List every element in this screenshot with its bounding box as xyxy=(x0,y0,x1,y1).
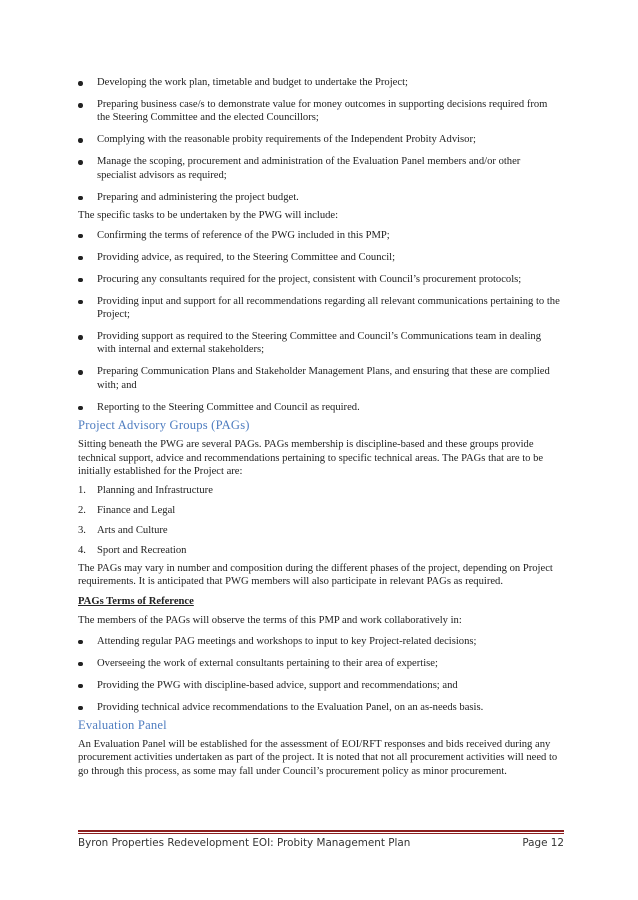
footer-divider-thin xyxy=(78,833,564,834)
bullet-icon xyxy=(78,684,83,689)
evaluation-panel-paragraph: An Evaluation Panel will be established for the assessment of EOI/RFT responses and bids received during any procurement activities undertaken as part of the project. It is noted that not all procurement activities will need to go through this process, as some may fall under Council’s procurement policy as minor procurement. xyxy=(78,738,558,777)
list-item: Reporting to the Steering Committee and Council as required. xyxy=(78,401,560,414)
footer-document-title: Byron Properties Redevelopment EOI: Probity Management Plan xyxy=(78,837,411,849)
list-item: Providing technical advice recommendations to the Evaluation Panel, on an as-needs basis. xyxy=(78,701,560,714)
list-item: Developing the work plan, timetable and budget to undertake the Project; xyxy=(78,76,560,89)
list-item: Manage the scoping, procurement and administration of the Evaluation Panel members and/or other specialist advisors as required; xyxy=(78,155,560,182)
section-heading-pags: Project Advisory Groups (PAGs) xyxy=(78,418,250,433)
bullet-icon xyxy=(78,81,83,86)
bullet-icon xyxy=(78,335,83,340)
list-item: Providing input and support for all recommendations regarding all relevant communications pertaining to the Project; xyxy=(78,295,560,322)
bullet-icon xyxy=(78,406,83,411)
document-body xyxy=(78,76,560,784)
footer-page-number: Page 12 xyxy=(522,837,564,849)
bullet-icon xyxy=(78,662,83,667)
list-item: Complying with the reasonable probity requirements of the Independent Probity Advisor; xyxy=(78,133,560,146)
list-item: 3. Arts and Culture xyxy=(78,525,168,537)
list-item: Preparing Communication Plans and Stakeholder Management Plans, and ensuring that these are complied with; and xyxy=(78,365,560,392)
bullet-icon xyxy=(78,706,83,711)
pags-vary-paragraph: The PAGs may vary in number and composition during the different phases of the project, depending on Project requirements. It is anticipated that PWG members will also participate in relevant PAGs as required. xyxy=(78,562,553,588)
bullet-icon xyxy=(78,138,83,143)
bullet-icon xyxy=(78,196,83,201)
footer-divider xyxy=(78,830,564,832)
bullet-list-pwg-roles xyxy=(78,76,560,204)
section-heading-evaluation-panel: Evaluation Panel xyxy=(78,717,167,732)
bullet-icon xyxy=(78,160,83,165)
list-item: 4. Sport and Recreation xyxy=(78,545,187,557)
list-item: Preparing and administering the project budget. xyxy=(78,191,560,204)
bullet-icon xyxy=(78,370,83,375)
list-item: Procuring any consultants required for the project, consistent with Council’s procurement protocols; xyxy=(78,273,560,286)
numbered-list-pags xyxy=(78,484,560,557)
bullet-list-pwg-tasks xyxy=(78,229,560,415)
list-item: Overseeing the work of external consultants pertaining to their area of expertise; xyxy=(78,657,560,670)
bullet-icon xyxy=(78,278,83,283)
list-item: 2. Finance and Legal xyxy=(78,505,176,517)
bullet-icon xyxy=(78,103,83,108)
bullet-icon xyxy=(78,256,83,261)
bullet-icon xyxy=(78,234,83,239)
list-item: 1. Planning and Infrastructure xyxy=(78,485,213,497)
bullet-icon xyxy=(78,300,83,305)
bullet-icon xyxy=(78,640,83,645)
page-footer xyxy=(78,837,564,849)
list-item: Providing advice, as required, to the Steering Committee and Council; xyxy=(78,251,560,264)
list-item: Providing the PWG with discipline-based advice, support and recommendations; and xyxy=(78,679,560,692)
pags-terms-intro: The members of the PAGs will observe the terms of this PMP and work collaboratively in: xyxy=(78,615,462,627)
pags-intro-paragraph: Sitting beneath the PWG are several PAGs. PAGs membership is discipline-based and these groups provide technical support, advice and recommendations pertaining to specific technical areas. The PAGs that are to be initially established for the Project are: xyxy=(78,439,544,478)
list-item: Preparing business case/s to demonstrate value for money outcomes in supporting decisions required from the Steering Committee and the elected Councillors; xyxy=(78,98,560,125)
list-item: Providing support as required to the Steering Committee and Council’s Communications team in dealing with internal and external stakeholders; xyxy=(78,330,560,357)
list-item: Attending regular PAG meetings and workshops to input to key Project-related decisions; xyxy=(78,635,560,648)
list-item: Confirming the terms of reference of the PWG included in this PMP; xyxy=(78,229,560,242)
bullet-list-pags-terms xyxy=(78,635,560,714)
subheading-pags-terms: PAGs Terms of Reference xyxy=(78,595,194,607)
pwg-tasks-intro: The specific tasks to be undertaken by the PWG will include: xyxy=(78,210,339,222)
